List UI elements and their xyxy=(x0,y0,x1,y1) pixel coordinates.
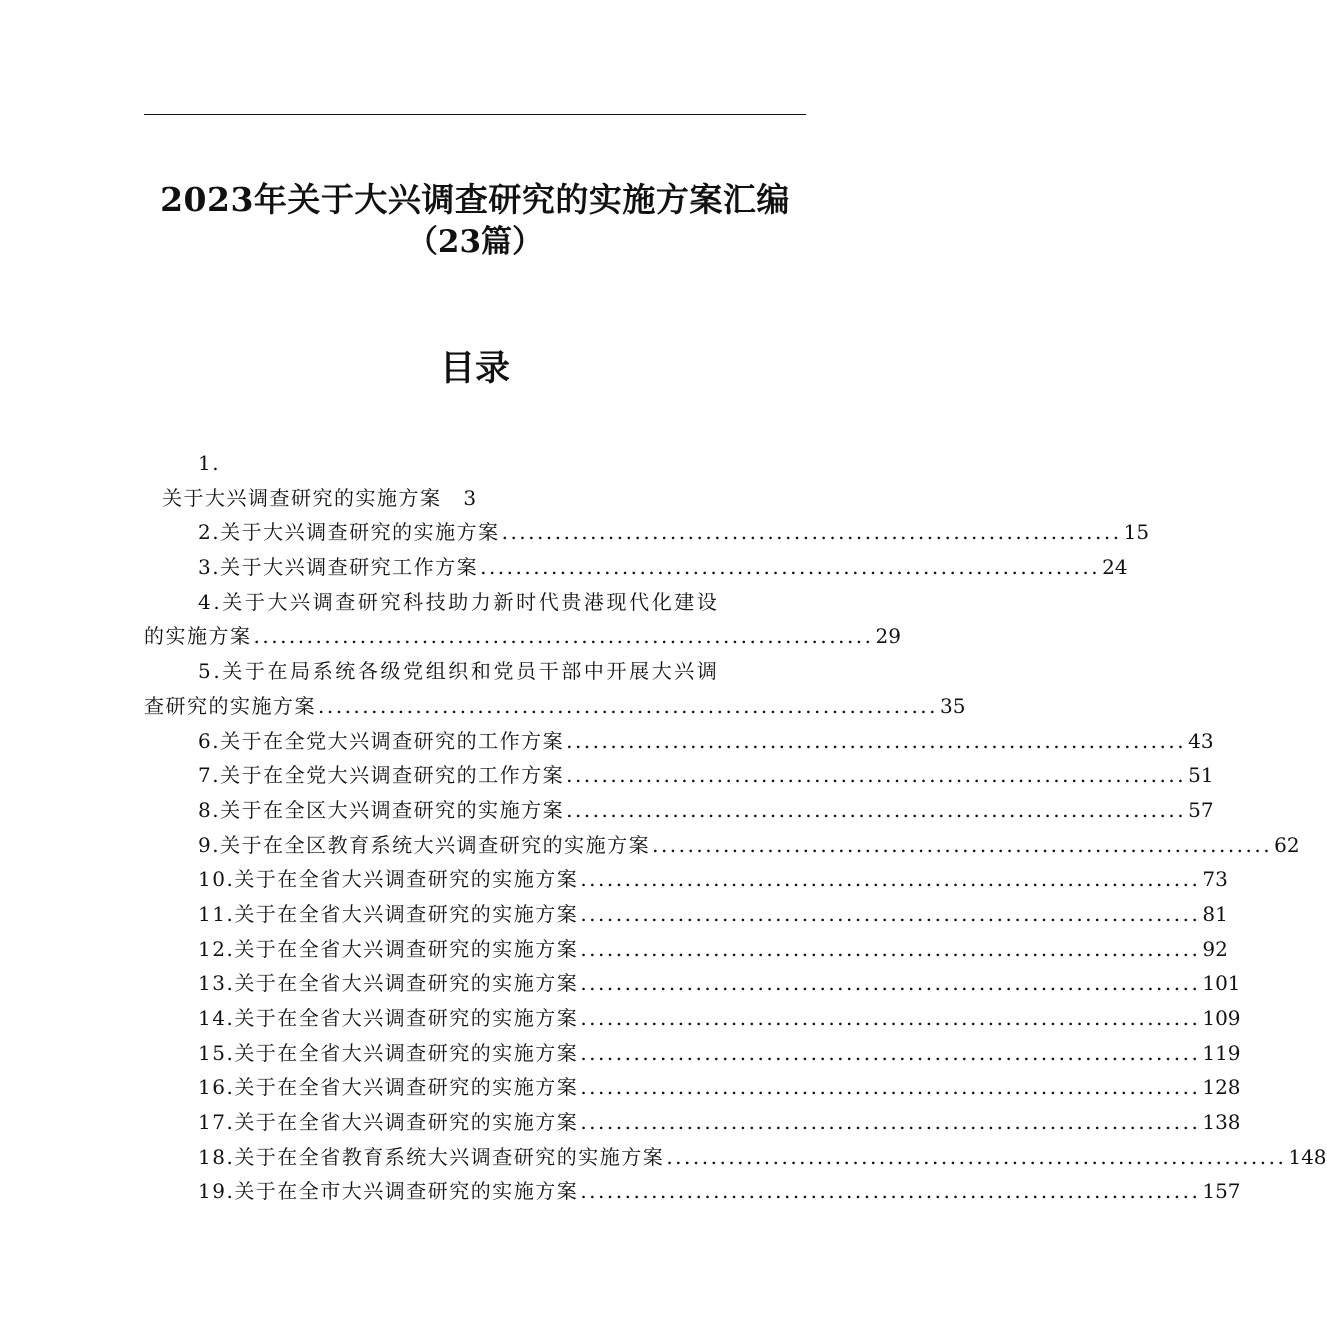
toc-leader-dots: ...................................................................... xyxy=(566,728,1187,753)
toc-entry-text: 关于在全省大兴调查研究的实施方案 xyxy=(234,1040,579,1065)
toc-entry[interactable] xyxy=(144,1105,1241,1140)
toc-heading: 目录 xyxy=(439,348,510,389)
toc-entry-page: 119 xyxy=(1202,1040,1241,1065)
toc-entry-page: 29 xyxy=(875,624,901,649)
toc-entry-number: 13. xyxy=(198,971,235,996)
toc-entry[interactable] xyxy=(144,724,1214,759)
toc-entry-number: 14. xyxy=(198,1006,235,1030)
toc-entry-page: 128 xyxy=(1202,1075,1241,1100)
toc-entry[interactable] xyxy=(144,550,1128,585)
toc-leader-dots: ...................................................................... xyxy=(566,763,1187,788)
toc-entry-number: 8. xyxy=(198,797,221,822)
toc-entry-text: 关于在全省大兴调查研究的实施方案 xyxy=(234,901,579,926)
toc-entry-text: 关于大兴调查研究工作方案 xyxy=(220,555,479,580)
toc-entry-number: 15. xyxy=(198,1040,235,1065)
toc-entry-text: 关于在全省大兴调查研究的实施方案 xyxy=(234,1110,579,1135)
toc-entry-text: 关于在全省大兴调查研究的实施方案 xyxy=(234,1075,579,1100)
toc-entry-number: 5. xyxy=(198,659,223,684)
toc-entry-number: 17. xyxy=(198,1110,235,1135)
toc-entry[interactable] xyxy=(144,932,1228,967)
toc-entry-text: 关于大兴调查研究的实施方案 xyxy=(162,485,442,510)
toc-entry-page: 3 xyxy=(463,485,478,510)
toc-entry-page: 148 xyxy=(1288,1144,1327,1169)
toc-entry-number: 11. xyxy=(198,901,235,926)
toc-entry-text: 关于在全省大兴调查研究的实施方案 xyxy=(234,971,579,996)
toc-entry-page: 92 xyxy=(1202,936,1228,961)
toc-entry[interactable] xyxy=(144,515,1150,550)
toc-entry-page: 57 xyxy=(1188,797,1214,822)
toc-entry-page: 43 xyxy=(1188,728,1214,753)
toc-leader-dots: ...................................................................... xyxy=(580,971,1201,996)
toc-entry-1-number-line xyxy=(144,446,806,481)
toc-entry[interactable] xyxy=(144,1174,1241,1209)
toc-entry-text-cont: 的实施方案 xyxy=(144,624,252,649)
toc-entry-text: 关于在全市大兴调查研究的实施方案 xyxy=(234,1179,579,1204)
toc-entry-number: 1. xyxy=(198,451,221,475)
toc-leader-dots: ...................................................................... xyxy=(580,1006,1201,1030)
toc-entry-first-line[interactable] xyxy=(144,585,806,620)
toc-entry-number: 6. xyxy=(198,728,221,753)
toc-leader-dots: ...................................................................... xyxy=(580,1075,1201,1100)
toc-entry[interactable] xyxy=(144,1140,1327,1175)
toc-entry-page: 81 xyxy=(1202,901,1228,926)
toc-entry-number: 16. xyxy=(198,1075,235,1100)
toc-entry-text: 关于在全省大兴调查研究的实施方案 xyxy=(234,867,579,892)
toc-entry-page: 157 xyxy=(1202,1179,1241,1204)
toc-leader-dots: ...................................................................... xyxy=(580,1040,1201,1065)
toc-leader-dots: ...................................................................... xyxy=(580,936,1201,961)
toc-leader-dots: ...................................................................... xyxy=(666,1144,1287,1169)
toc-entry[interactable] xyxy=(144,1036,1241,1071)
toc-entry-number: 7. xyxy=(198,763,221,788)
toc-entry-text: 关于在全区教育系统大兴调查研究的实施方案 xyxy=(220,832,651,857)
toc-entry[interactable] xyxy=(144,758,1214,793)
toc-entry-page: 35 xyxy=(940,693,966,718)
toc-entry-page: 62 xyxy=(1274,832,1300,857)
toc-entry-number: 4. xyxy=(198,589,223,614)
toc-leader-dots: ...................................................................... xyxy=(580,1179,1201,1204)
toc-entry-page: 73 xyxy=(1202,867,1228,892)
toc-entry-continuation[interactable] xyxy=(144,619,901,654)
toc-entry-number: 19. xyxy=(198,1179,235,1204)
toc-leader-dots: ...................................................................... xyxy=(318,693,939,718)
toc-entry-text: 关于大兴调查研究的实施方案 xyxy=(220,520,500,545)
toc-entry[interactable] xyxy=(144,1070,1241,1105)
toc-entry-1[interactable] xyxy=(144,481,806,516)
toc-leader-dots: ...................................................................... xyxy=(580,901,1201,926)
toc-entry-text: 关于在局系统各级党组织和党员干部中开展大兴调 xyxy=(222,659,720,684)
toc-entry-number: 10. xyxy=(198,867,235,892)
toc-entry-number: 12. xyxy=(198,936,235,961)
top-rule xyxy=(144,114,806,115)
toc-leader-dots: ...................................................................... xyxy=(253,624,874,649)
toc-entry-text: 关于在全省大兴调查研究的实施方案 xyxy=(234,936,579,961)
document-subtitle: （23篇） xyxy=(406,224,544,260)
toc-entry[interactable] xyxy=(144,793,1214,828)
toc-entry[interactable] xyxy=(144,862,1228,897)
toc-leader-dots: ...................................................................... xyxy=(566,797,1187,822)
toc-entry-page: 15 xyxy=(1123,520,1150,545)
toc-entry[interactable] xyxy=(144,897,1228,932)
toc-entry-page: 24 xyxy=(1102,555,1128,580)
toc-leader-dots: ...................................................................... xyxy=(480,555,1101,580)
toc-entry-number: 9. xyxy=(198,832,221,857)
document-title: 2023年关于大兴调查研究的实施方案汇编 xyxy=(160,180,790,219)
toc-entry-page: 138 xyxy=(1202,1110,1241,1135)
toc-entry-number: 3. xyxy=(198,555,221,580)
toc-entry[interactable] xyxy=(144,1001,1241,1036)
toc-entry-number: 18. xyxy=(198,1144,235,1169)
toc-entry-text: 关于在全党大兴调查研究的工作方案 xyxy=(220,728,565,753)
toc-entry-page: 101 xyxy=(1202,971,1241,996)
toc-entry[interactable] xyxy=(144,966,1241,1001)
toc-entry-text: 关于在全省大兴调查研究的实施方案 xyxy=(234,1006,579,1030)
table-of-contents xyxy=(144,446,1327,1209)
toc-entry[interactable] xyxy=(144,828,1300,863)
toc-entry-text-cont: 查研究的实施方案 xyxy=(144,693,316,718)
toc-entry-text: 关于大兴调查研究科技助力新时代贵港现代化建设 xyxy=(222,589,720,614)
toc-leader-dots: ...................................................................... xyxy=(501,520,1122,545)
toc-entry-page: 109 xyxy=(1202,1006,1241,1030)
toc-entry-first-line[interactable] xyxy=(144,654,806,689)
toc-entry-text: 关于在全党大兴调查研究的工作方案 xyxy=(220,763,565,788)
toc-entry-continuation[interactable] xyxy=(144,689,966,724)
toc-leader-dots: ...................................................................... xyxy=(580,867,1201,892)
toc-leader-dots: ...................................................................... xyxy=(580,1110,1201,1135)
toc-leader-dots: ...................................................................... xyxy=(652,832,1273,857)
toc-entry-page: 51 xyxy=(1188,763,1214,788)
toc-entry-number: 2. xyxy=(198,520,221,545)
toc-entry-text: 关于在全区大兴调查研究的实施方案 xyxy=(220,797,565,822)
toc-entry-text: 关于在全省教育系统大兴调查研究的实施方案 xyxy=(234,1144,665,1169)
